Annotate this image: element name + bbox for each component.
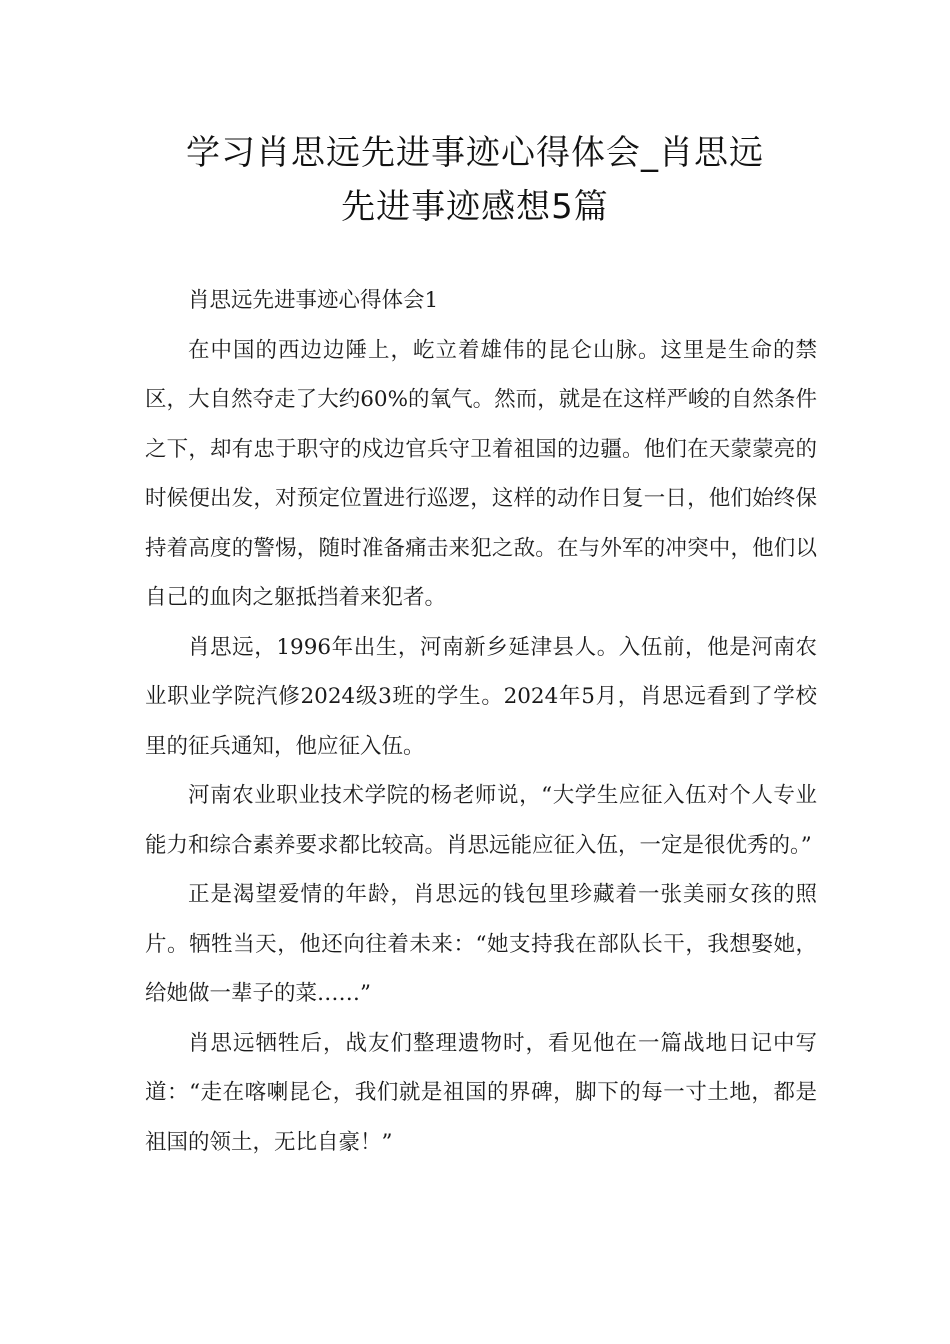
document-body <box>145 276 817 1167</box>
title-line-1: 学习肖思远先进事迹心得体会_肖思远 <box>186 133 764 173</box>
section-heading: 肖思远先进事迹心得体会1 <box>188 288 439 313</box>
paragraph: 河南农业职业技术学院的杨老师说，“大学生应征入伍对个人专业能力和综合素养要求都比较高。肖思远能应征入伍，一定是很优秀的。” <box>145 783 817 858</box>
document-title <box>120 126 830 234</box>
title-line-2: 先进事迹感想5篇 <box>341 187 609 227</box>
paragraph: 肖思远，1996年出生，河南新乡延津县人。入伍前，他是河南农业职业学院汽修2024级3班的学生。2024年5月，肖思远看到了学校里的征兵通知，他应征入伍。 <box>145 634 817 759</box>
paragraph: 在中国的西边边陲上，屹立着雄伟的昆仑山脉。这里是生命的禁区，大自然夺走了大约60%的氧气。然而，就是在这样严峻的自然条件之下，却有忠于职守的戍边官兵守卫着祖国的边疆。他们在天蒙蒙亮的时候便出发，对预定位置进行巡逻，这样的动作日复一日，他们始终保持着高度的警惕，随时准备痛击来犯之敌。在与外军的冲突中，他们以自己的血肉之躯抵挡着来犯者。 <box>145 337 817 610</box>
paragraph: 肖思远牺牲后，战友们整理遗物时，看见他在一篇战地日记中写道：“走在喀喇昆仑，我们就是祖国的界碑，脚下的每一寸土地，都是祖国的领土，无比自豪！” <box>145 1030 817 1155</box>
paragraph: 正是渴望爱情的年龄，肖思远的钱包里珍藏着一张美丽女孩的照片。牺牲当天，他还向往着未来：“她支持我在部队长干，我想娶她，给她做一辈子的菜……” <box>145 882 817 1006</box>
